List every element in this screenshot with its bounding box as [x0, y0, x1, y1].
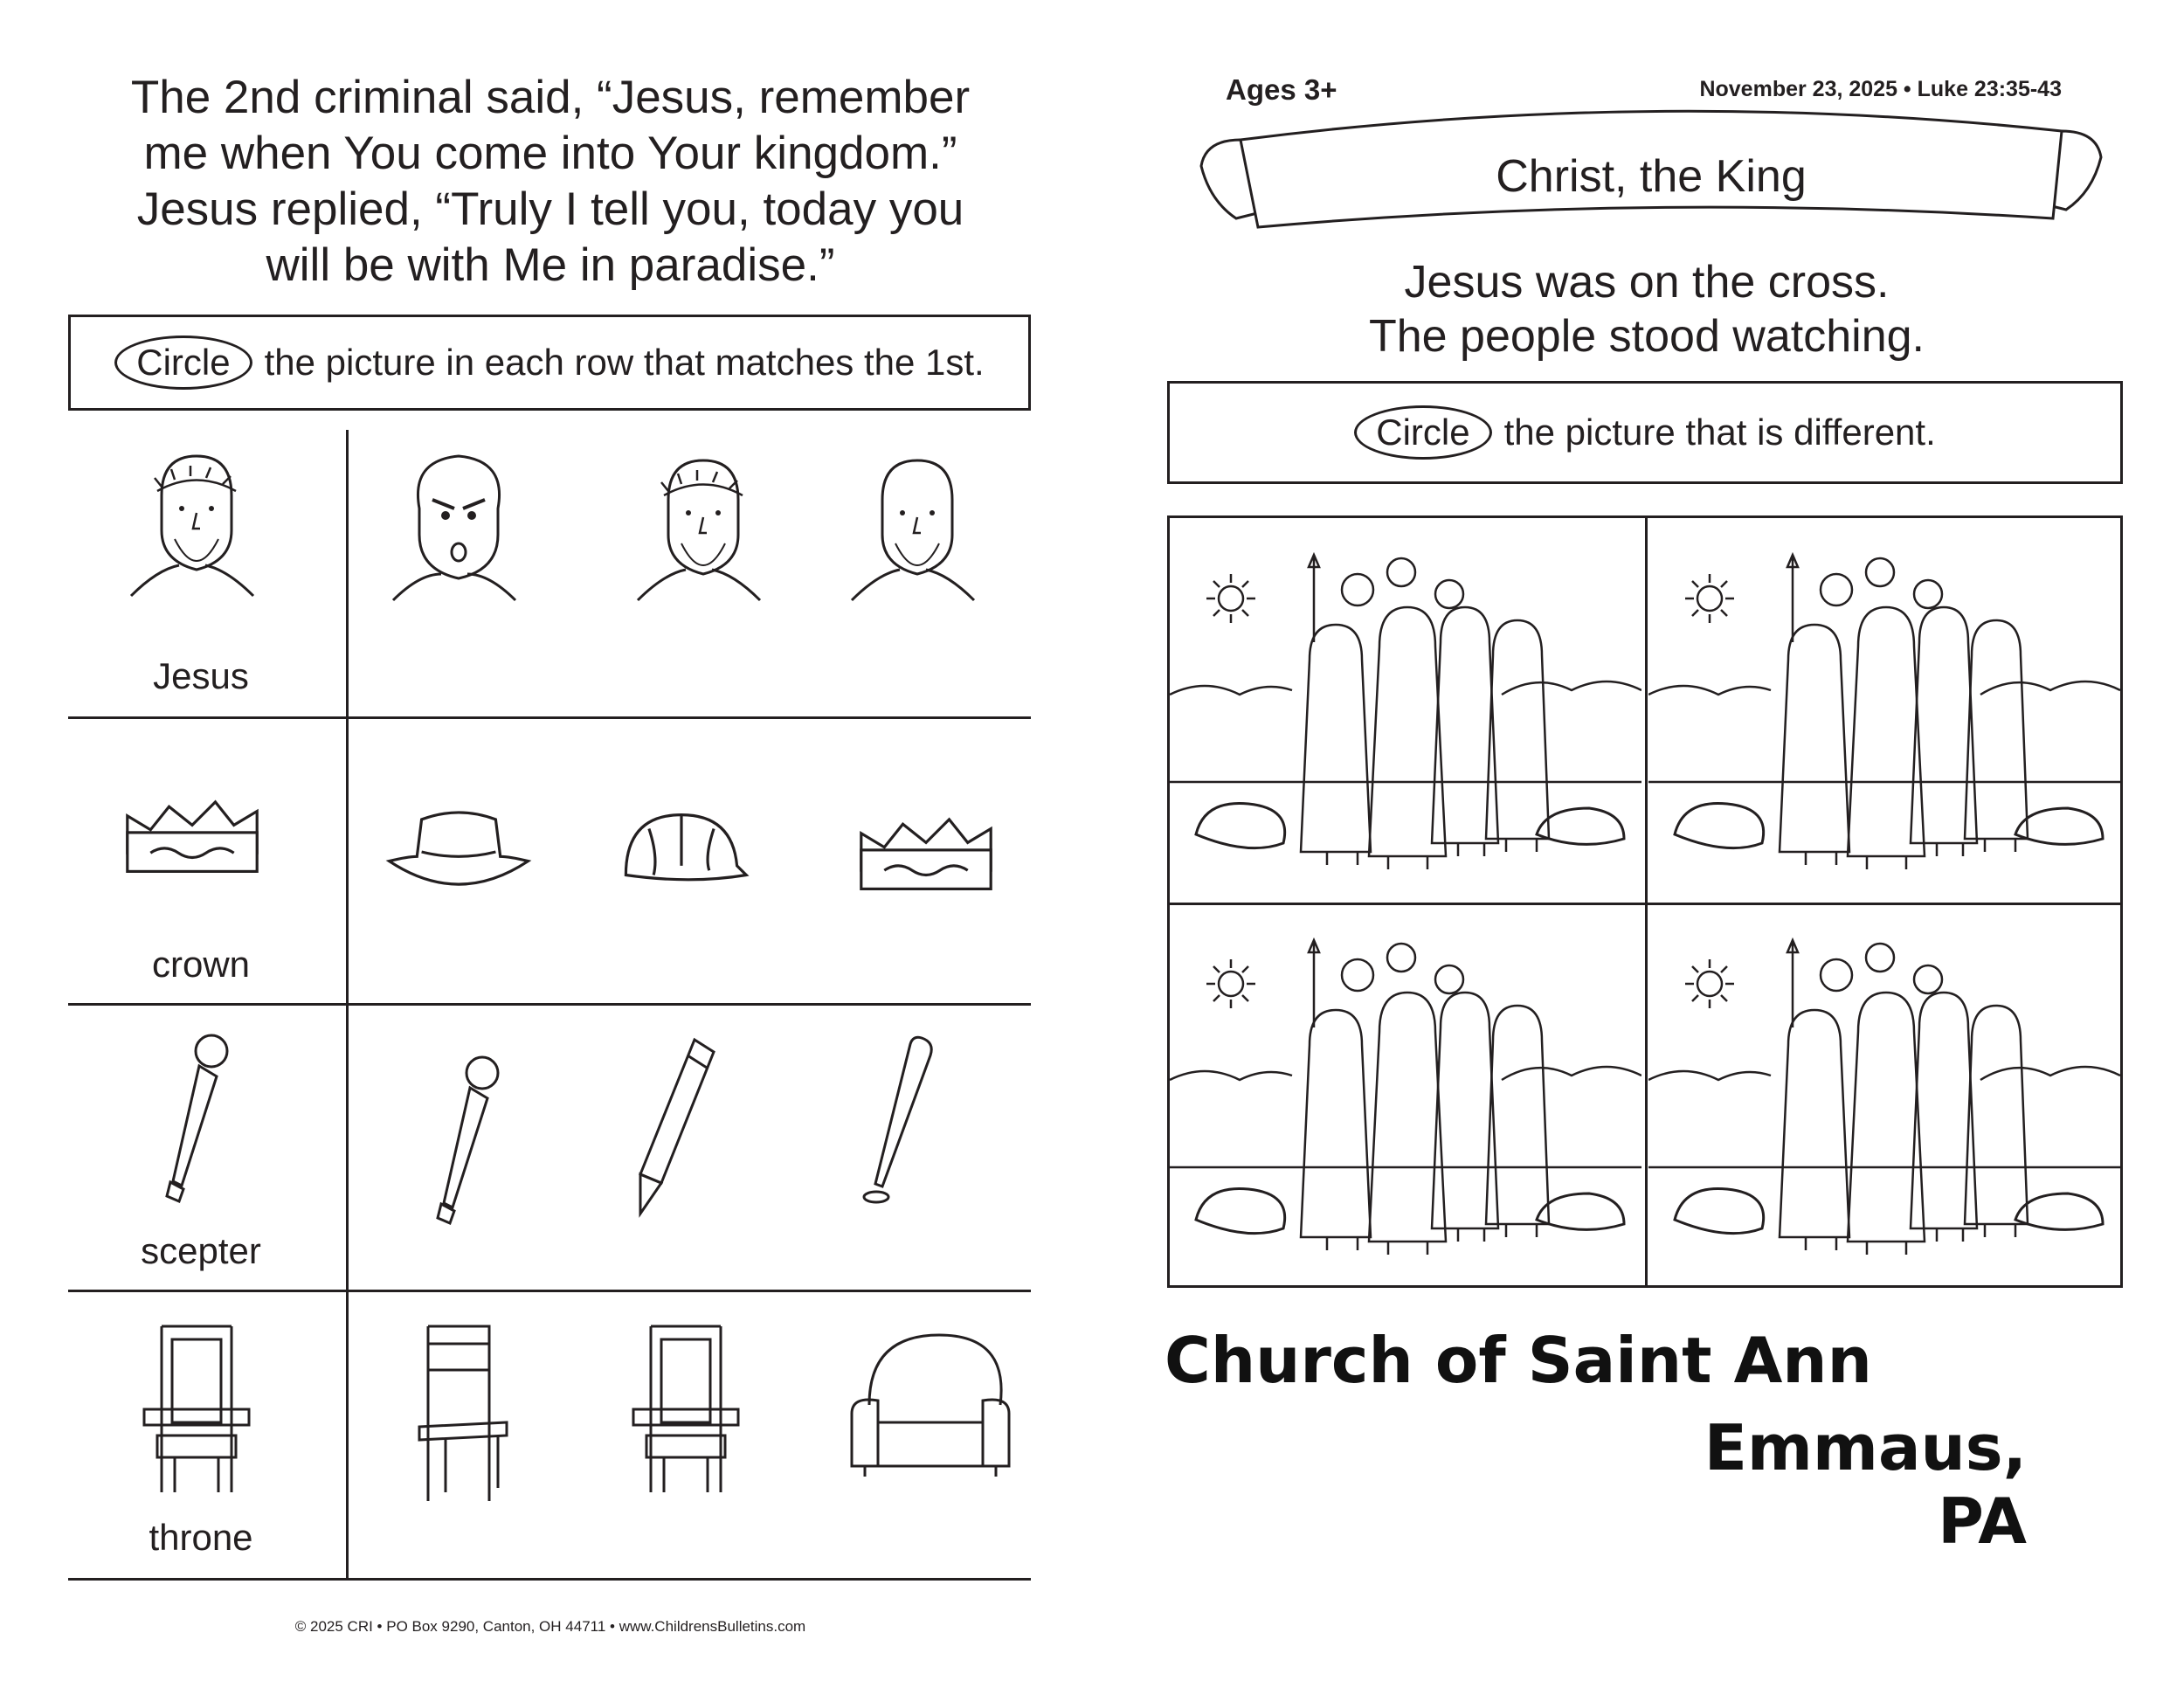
matching-row	[0, 1291, 1101, 1578]
bible-verse	[52, 70, 1048, 294]
copyright-footer: © 2025 CRI • PO Box 9290, Canton, OH 44711 • www.ChildrensBulletins.com	[294, 1618, 806, 1635]
jesus-face-icon	[122, 443, 262, 600]
throne-option-icon[interactable]	[625, 1318, 747, 1510]
verse-line: The 2nd criminal said, “Jesus, remember	[130, 72, 971, 123]
grid-divider	[68, 1578, 1031, 1581]
date-scripture-reference: November 23, 2025 • Luke 23:35-43	[1699, 77, 2062, 101]
scene-grid	[1167, 515, 2123, 1288]
instruction-text: the picture that is different.	[1503, 412, 1936, 453]
row-label: Jesus	[153, 655, 249, 696]
story-line: The people stood watching.	[1369, 311, 1925, 362]
jesus-option-icon[interactable]	[629, 447, 769, 605]
throne-icon	[135, 1318, 258, 1510]
matching-row	[0, 718, 1101, 1003]
instruction-text: the picture in each row that matches the 1st.	[264, 342, 985, 383]
armchair-option-icon[interactable]	[843, 1326, 1018, 1484]
crowd-scene-different-icon[interactable]	[1648, 520, 2120, 900]
church-location: Emmaus, PA	[1704, 1411, 2027, 1558]
circle-word-oval: Circle	[1354, 405, 1491, 460]
baseball-bat-option-icon[interactable]	[852, 1031, 939, 1223]
crown-option-icon[interactable]	[852, 806, 1000, 898]
crowd-scene-icon[interactable]	[1170, 520, 1641, 900]
story-text	[1171, 255, 2123, 363]
crowd-scene-icon[interactable]	[1170, 905, 1641, 1285]
matching-row	[0, 430, 1101, 716]
matching-instruction-box	[68, 315, 1031, 411]
surprised-man-option-icon[interactable]	[843, 447, 983, 605]
verse-line: me when You come into Your kingdom.”	[143, 128, 957, 179]
verse-line: Jesus replied, “Truly I tell you, today you	[136, 183, 964, 235]
scepter-option-icon[interactable]	[419, 1048, 507, 1241]
different-instruction-box	[1167, 381, 2123, 484]
row-label: crown	[151, 944, 251, 985]
angry-man-option-icon[interactable]	[384, 447, 524, 605]
chair-option-icon[interactable]	[397, 1318, 520, 1510]
hat-option-icon[interactable]	[384, 806, 533, 898]
row-label: throne	[149, 1517, 253, 1558]
verse-line: will be with Me in paradise.”	[266, 239, 835, 291]
cap-option-icon[interactable]	[607, 806, 756, 898]
matching-row	[0, 1005, 1101, 1290]
scene-divider-vertical	[1645, 518, 1648, 1285]
circle-word-oval: Circle	[114, 336, 252, 390]
row-label: scepter	[141, 1230, 261, 1271]
pencil-option-icon[interactable]	[633, 1031, 721, 1223]
crowd-scene-icon[interactable]	[1648, 905, 2120, 1285]
crown-icon	[118, 788, 266, 881]
banner-title: Christ, the King	[1496, 151, 1807, 202]
church-name: Church of Saint Ann	[1165, 1324, 1872, 1397]
scepter-icon	[149, 1027, 236, 1219]
story-line: Jesus was on the cross.	[1404, 257, 1890, 308]
age-label: Ages 3+	[1226, 73, 1337, 106]
